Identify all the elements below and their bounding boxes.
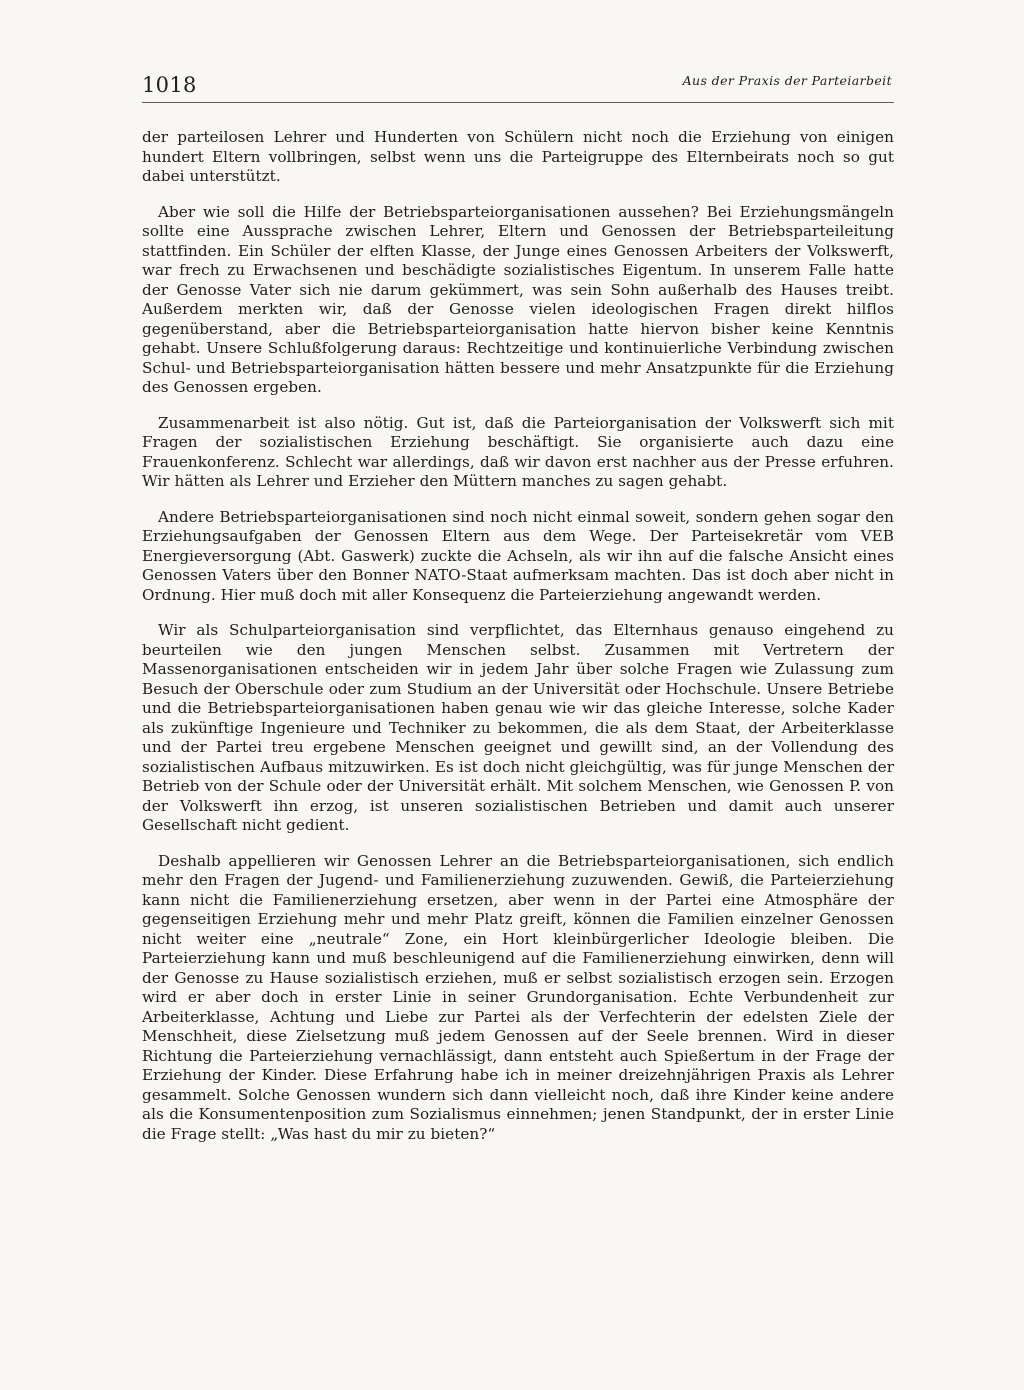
paragraph-3: Zusammenarbeit ist also nötig. Gut ist, daß die Parteiorganisation der Volkswerft sich mit Fragen der sozialistischen Erziehung beschäftigt. Sie organisierte auch dazu eine Frauenkonferenz. Schlecht war allerdings, daß wir davon erst nachher aus der Presse erfuhren. Wir hätten als Lehrer und Erzieher den Müttern manches zu sagen gehabt. [142,413,894,490]
paragraph-4: Andere Betriebsparteiorganisationen sind noch nicht einmal soweit, sondern gehen sogar den Erziehungsaufgaben der Genossen Eltern aus dem Wege. Der Parteisekretär vom VEB Energieversorgung (Abt. Gaswerk) zuckte die Achseln, als wir ihn auf die falsche Ansicht eines Genossen Vaters über den Bonner NATO-Staat aufmerksam machten. Das ist doch aber nicht in Ordnung. Hier muß doch mit aller Konsequenz die Parteierziehung angewandt werden. [142,507,894,604]
paragraph-1: der parteilosen Lehrer und Hunderten von Schülern nicht noch die Erziehung von einigen hundert Eltern vollbringen, selbst wenn uns die Parteigruppe des Elternbeirats noch so gut dabei unterstützt. [142,128,894,185]
paragraph-6: Deshalb appellieren wir Genossen Lehrer an die Betriebsparteiorganisationen, sich endlich mehr den Fragen der Jugend- und Familienerziehung zuzuwenden. Gewiß, die Parteierziehung kann nicht die Familienerziehung ersetzen, aber wenn in der Partei eine Atmosphäre der gegenseitigen Erziehung mehr und mehr Platz greift, können die Familien einzelner Genossen nicht weiter eine „neutrale“ Zone, ein Hort kleinbürgerlicher Ideologie bleiben. Die Parteierziehung kann und muß beschleunigend auf die Familienerziehung einwirken, denn will der Genosse zu Hause sozialistisch erziehen, muß er selbst sozialistisch erzogen sein. Erzogen wird er aber doch in erster Linie in seiner Grundorganisation. Echte Verbundenheit zur Arbeiterklasse, Achtung und Liebe zur Partei als der Verfechterin der edelsten Ziele der Menschheit, diese Zielsetzung muß jedem Genossen auf der Seele brennen. Wird in dieser Richtung die Parteierziehung vernachlässigt, dann entsteht auch Spießertum in der Frage der Erziehung der Kinder. Diese Erfahrung habe ich in meiner dreizehnjährigen Praxis als Lehrer gesammelt. Solche Genossen wundern sich dann vielleicht noch, daß ihre Kinder keine andere als die Konsumentenposition zum Sozialismus einnehmen; jenen Standpunkt, der in erster Linie die Frage stellt: „Was hast du mir zu bieten?“ [142,851,894,1143]
paragraph-2: Aber wie soll die Hilfe der Betriebsparteiorganisationen aussehen? Bei Erziehungsmängeln sollte eine Aussprache zwischen Lehrer, Eltern und Genossen der Betriebsparteileitung stattfinden. Ein Schüler der elften Klasse, der Junge eines Genossen Arbeiters der Volkswerft, war frech zu Erwachsenen und beschädigte sozialistisches Eigentum. In unserem Falle hatte der Genosse Vater sich nie darum gekümmert, was sein Sohn außerhalb des Hauses treibt. Außerdem merkten wir, daß der Genosse vielen ideologischen Fragen direkt hilflos gegenüberstand, aber die Betriebsparteiorganisation hatte hiervon bisher keine Kenntnis gehabt. Unsere Schlußfolgerung daraus: Rechtzeitige und kontinuierliche Verbindung zwischen Schul- und Betriebsparteiorganisation hätten bessere und mehr Ansatzpunkte für die Erziehung des Genossen ergeben. [142,202,894,396]
page-number: 1018 [142,73,197,97]
header-rule [142,102,894,103]
body-text [142,128,894,1160]
paragraph-5: Wir als Schulparteiorganisation sind verpflichtet, das Elternhaus genauso eingehend zu beurteilen wie den jungen Menschen selbst. Zusammen mit Vertretern der Massenorganisationen entscheiden wir in jedem Jahr über solche Fragen wie Zulassung zum Besuch der Oberschule oder zum Studium an der Universität oder Hochschule. Unsere Betriebe und die Betriebsparteiorganisationen haben genau wie wir das gleiche Interesse, solche Kader als zukünftige Ingenieure und Techniker zu bekommen, die als dem Staat, der Arbeiterklasse und der Partei treu ergebene Menschen geeignet und gewillt sind, an der Vollendung des sozialistischen Aufbaus mitzuwirken. Es ist doch nicht gleichgültig, was für junge Menschen der Betrieb von der Schule oder der Universität erhält. Mit solchem Menschen, wie Genossen P. von der Volkswerft ihn erzog, ist unseren sozialistischen Betrieben und damit auch unserer Gesellschaft nicht gedient. [142,621,894,834]
running-head: Aus der Praxis der Parteiarbeit [682,73,892,88]
